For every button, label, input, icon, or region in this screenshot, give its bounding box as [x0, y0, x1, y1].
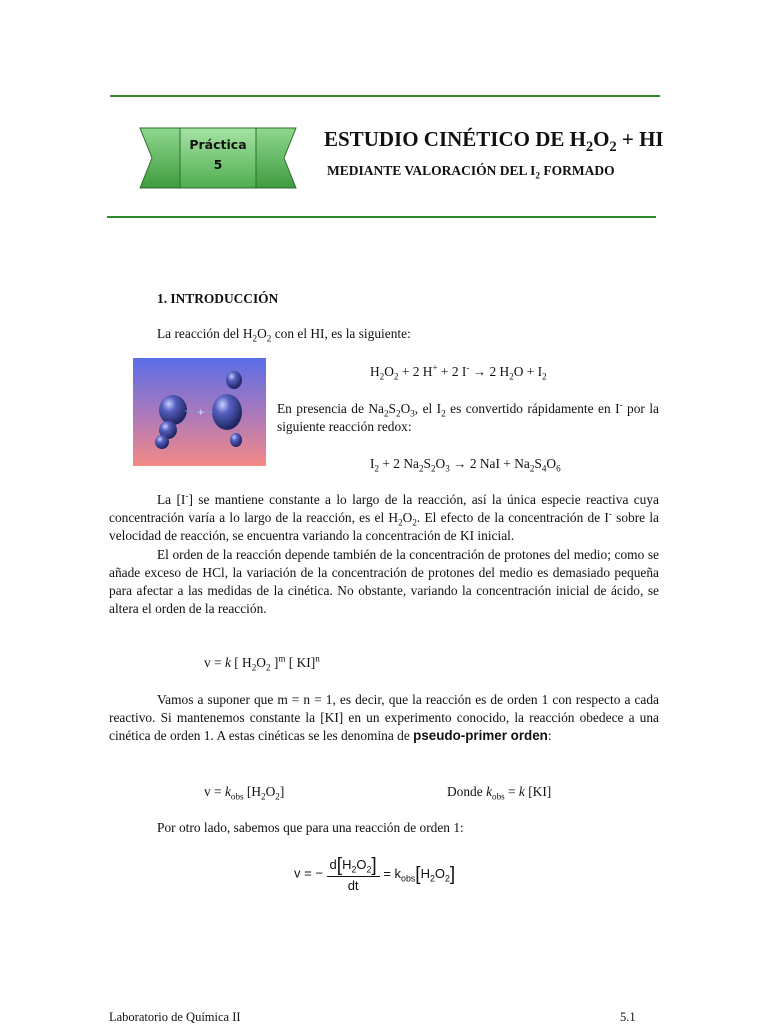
page-title: ESTUDIO CINÉTICO DE $H_2O_2$ + HI	[324, 127, 664, 156]
header-bottom-rule	[107, 216, 656, 218]
badge-label	[180, 135, 256, 175]
image-plus-label: +	[197, 408, 205, 418]
kobs-definition: Donde $k_{obs} = k$ [KI]	[447, 784, 552, 802]
body-paragraphs	[109, 491, 659, 618]
footer-page-number: 5.1	[620, 1010, 636, 1024]
reaction-equation-2: $I_2 + 2$ $Na_2S_2O_3 \to 2$ NaI + $Na_2S_4O_6$	[370, 456, 561, 474]
badge-line1: Práctica	[189, 137, 247, 152]
orbital-lobe	[212, 394, 242, 430]
observed-rate-equation: $v = k_{obs}$ $[H_2O_2]$	[204, 784, 285, 802]
paragraph-protons: El orden de la reacción depende también de la concentración de protones del medio; como se añade exceso de HCl, la variación de la concentración de protones del medio es demasiado pequeña para afectar a las medidas de la cinética. No obstante, variando la concentración inicial de ácido, se altera el orden de la reacción.	[109, 546, 659, 617]
reaction-equation-1: $H_2O_2 + 2$ H+ + 2 I- → 2 $H_2O + I_2$	[370, 362, 547, 382]
intro-line: La reacción del $H_2O_2$ con el HI, es la siguiente:	[157, 326, 411, 344]
top-rule	[110, 95, 660, 97]
badge-line2: 5	[213, 157, 223, 172]
differential-rate-equation: v = − $\frac{d[H_2O_2]}{dt}$ = $k_{obs}[H_2O_2]$	[294, 855, 456, 893]
orbital-lobe	[155, 435, 169, 449]
paragraph-iodide: La [I-] se mantiene constante a lo largo de la reacción, así la única especie reactiva cuya concentración varía a lo largo de la reacción, es el $H_2O_2$. El efecto de la concentración de I- sobre la velocidad de reacción, se encuentra variando la concentración de KI inicial.	[109, 490, 660, 544]
section-heading: 1. INTRODUCCIÓN	[157, 291, 279, 306]
rate-law-equation: v = k [ $H_2O_2$ ]$^m$ [ KI]$^n$	[204, 653, 320, 673]
presence-paragraph: En presencia de $Na_2S_2O_3$, el $I_2$ es convertido rápidamente en I- por la siguiente reacción redox:	[277, 399, 659, 435]
paragraph-pseudo-first-order: Vamos a suponer que m = n = 1, es decir, que la reacción es de orden 1 con respecto a cada reactivo. Si mantenemos constante la [KI] en un experimento conocido, la reacción obedece a una cinética de orden 1. A estas cinéticas se les denomina de pseudo-primer orden:	[109, 692, 659, 744]
paragraph-first-order: Por otro lado, sabemos que para una reacción de orden 1:	[157, 820, 464, 835]
footer-left: Laboratorio de Química II	[109, 1010, 241, 1024]
orbital-lobe	[226, 371, 242, 389]
orbital-image	[133, 358, 266, 466]
orbital-lobe	[159, 395, 187, 425]
page-subtitle: MEDIANTE VALORACIÓN DEL $I_2$ FORMADO	[327, 163, 615, 181]
rate-fraction: $\frac{d[H_2O_2]}{dt}$	[327, 853, 380, 893]
orbital-lobe	[230, 433, 242, 447]
